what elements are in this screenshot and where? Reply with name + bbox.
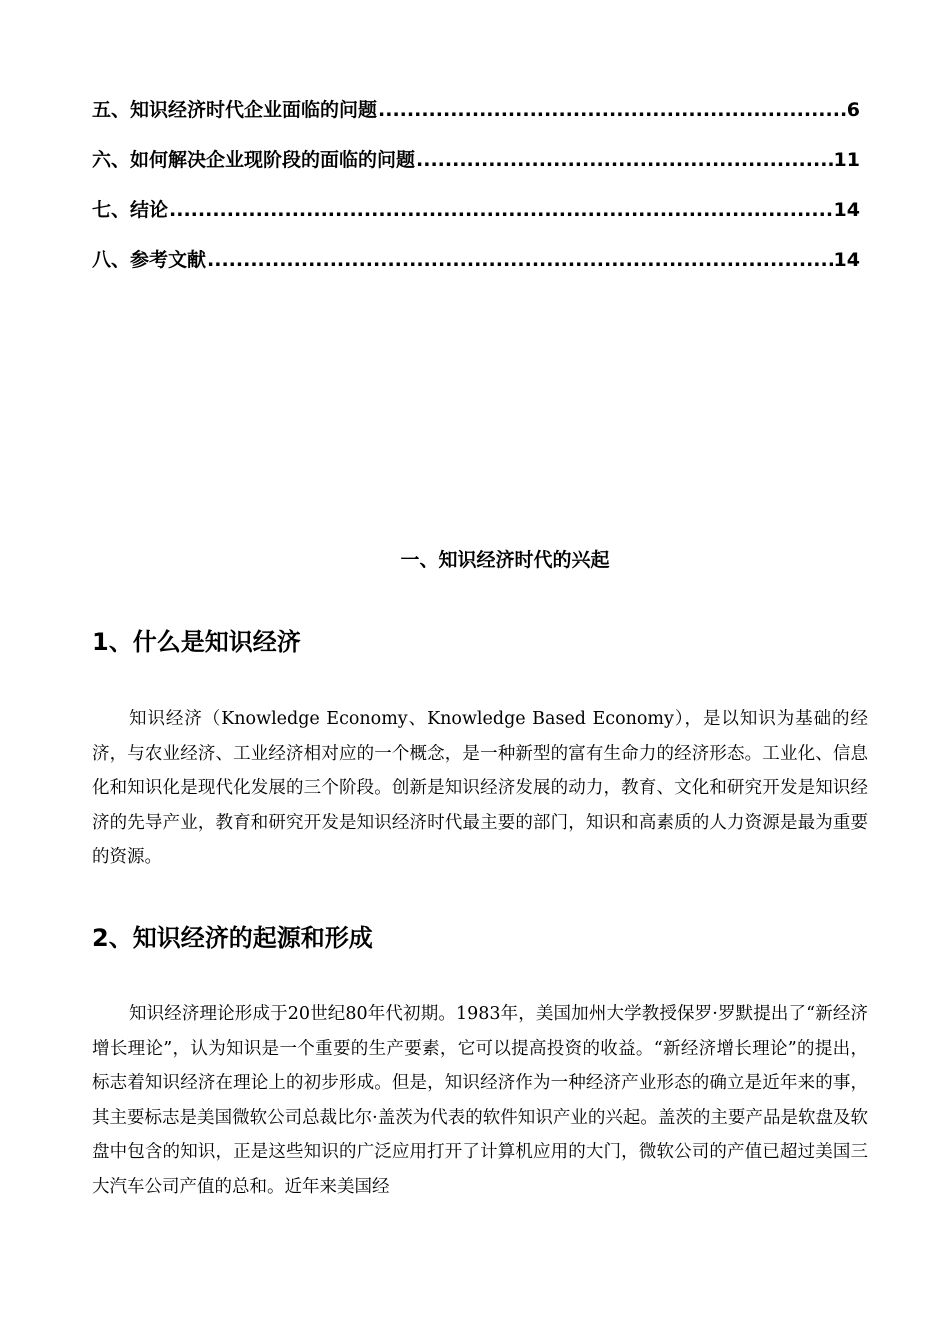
toc-entry-label: 八、参考文献 [92, 249, 207, 271]
body-paragraph: 知识经济理论形成于20世纪80年代初期。1983年，美国加州大学教授保罗·罗默提出了“新经济增长理论”，认为知识是一个重要的生产要素，它可以提高投资的收益。“新经济增长理论”的提出，标志着知识经济在理论上的初步形成。但是，知识经济作为一种经济产业形态的确立是近年来的事，其主要标志是美国微软公司总裁比尔·盖茨为代表的软件知识产业的兴起。盖茨的主要产品是软盘及软盘中包含的知识，正是这些知识的广泛应用打开了计算机应用的大门，微软公司的产值已超过美国三大汽车公司产值的总和。近年来美国经 [92, 1004, 868, 1197]
toc-dot-leader [169, 199, 833, 221]
section-heading: 2、知识经济的起源和形成 [92, 924, 373, 952]
toc-entry-label: 五、知识经济时代企业面临的问题 [92, 99, 378, 121]
toc-entry-page: 14 [833, 199, 860, 221]
body-paragraph: 知识经济（Knowledge Economy、Knowledge Based Economy），是以知识为基础的经济，与农业经济、工业经济相对应的一个概念，是一种新型的富有生命力的经济形态。工业化、信息化和知识化是现代化发展的三个阶段。创新是知识经济发展的动力，教育、文化和研究开发是知识经济的先导产业，教育和研究开发是知识经济时代最主要的部门，知识和高素质的人力资源是最为重要的资源。 [92, 709, 868, 867]
section-heading: 1、什么是知识经济 [92, 628, 301, 656]
toc-entry-page: 6 [846, 99, 860, 121]
toc-entry-6[interactable] [92, 145, 860, 195]
table-of-contents [92, 95, 860, 295]
toc-entry-7[interactable] [92, 195, 860, 245]
toc-entry-5[interactable] [92, 95, 860, 145]
toc-entry-8[interactable] [92, 245, 860, 295]
toc-entry-page: 11 [833, 149, 860, 171]
toc-dot-leader [378, 99, 846, 121]
toc-dot-leader [416, 149, 833, 171]
toc-entry-label: 六、如何解决企业现阶段的面临的问题 [92, 149, 416, 171]
toc-entry-label: 七、结论 [92, 199, 169, 221]
toc-entry-page: 14 [833, 249, 860, 271]
chapter-title: 一、知识经济时代的兴起 [400, 549, 610, 571]
toc-dot-leader [207, 249, 833, 271]
